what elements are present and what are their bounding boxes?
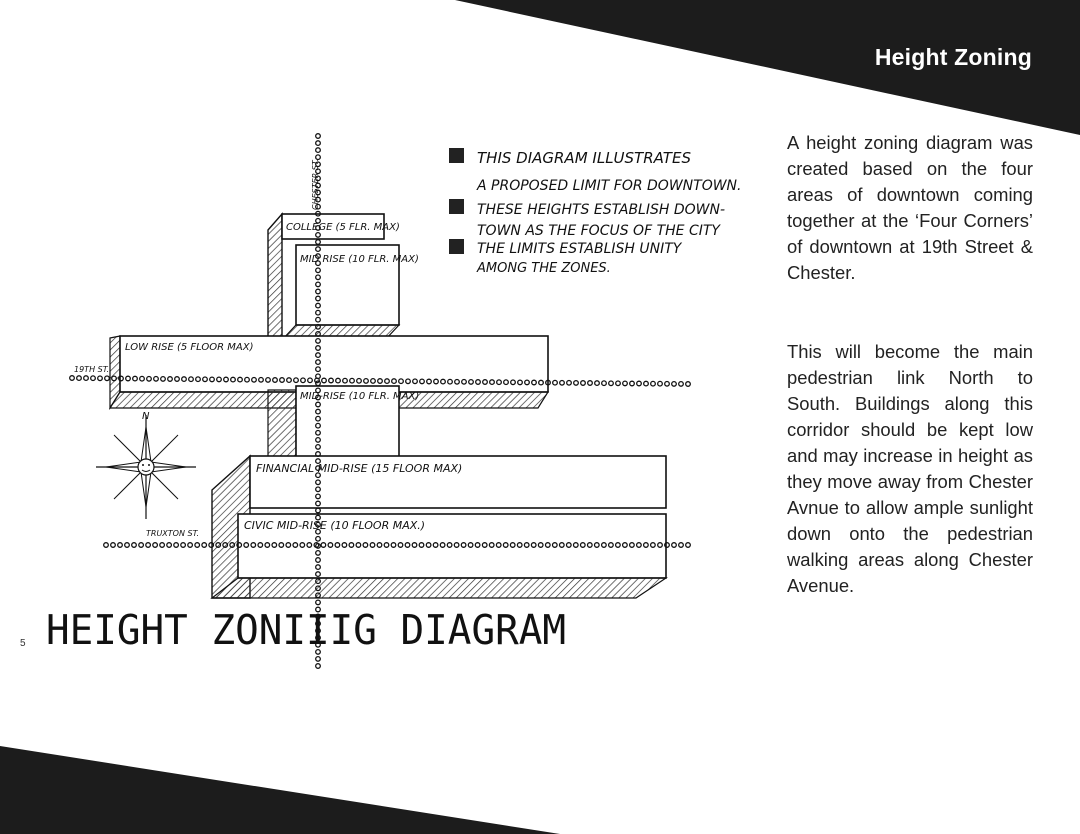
street-dot [91, 376, 96, 381]
street-dot [567, 381, 572, 386]
street-dot [553, 380, 558, 385]
civic-block [212, 514, 666, 598]
street-dot [70, 376, 75, 381]
street-dot [160, 543, 165, 548]
mid-rise-north-block [282, 245, 419, 340]
street-dot [609, 381, 614, 386]
street-dot [316, 148, 321, 153]
street-dot [153, 543, 158, 548]
street-dot [77, 376, 82, 381]
nineteenth-street-label: 19TH ST. [74, 365, 110, 374]
civic-label: CIVIC MID-RISE (10 FLOOR MAX.) [244, 519, 426, 532]
street-dot [188, 543, 193, 548]
compass-icon [96, 411, 196, 519]
street-dot [316, 508, 321, 513]
street-dot [686, 543, 691, 548]
body-paragraph-1: A height zoning diagram was created based on the four areas of downtown coming together at the ‘Four Corners’ of downtown at 19th Street & Chester. [787, 132, 1033, 283]
diagram-title: HEIGHT ZONIIIG DIAGRAM [46, 606, 566, 654]
street-dot [139, 543, 144, 548]
street-dot [623, 381, 628, 386]
street-dot [84, 376, 89, 381]
street-dot [616, 381, 621, 386]
note-line-6: AMONG THE ZONES. [477, 261, 611, 276]
note-bullet-2 [449, 199, 464, 214]
street-dot [181, 543, 186, 548]
street-dot [679, 382, 684, 387]
street-dot [202, 543, 207, 548]
street-dot [637, 381, 642, 386]
street-dot [167, 543, 172, 548]
street-dot [672, 382, 677, 387]
street-dot [644, 381, 649, 386]
street-dot [146, 543, 151, 548]
street-dot [125, 543, 130, 548]
street-dot [316, 657, 321, 662]
note-line-3: THESE HEIGHTS ESTABLISH DOWN- [477, 202, 726, 218]
truxton-street-label: TRUXTON ST. [146, 529, 200, 538]
street-dot [595, 381, 600, 386]
page-title: Height Zoning [874, 44, 1032, 70]
street-dot [672, 543, 677, 548]
note-line-4: TOWN AS THE FOCUS OF THE CITY [477, 223, 720, 239]
bottom-band [0, 740, 1080, 834]
street-dot [581, 381, 586, 386]
street-dot [316, 664, 321, 669]
mid-rise-center-label: MID-RISE (10 FLR. MAX) [300, 391, 420, 402]
street-dot [651, 381, 656, 386]
note-bullet-1 [449, 148, 464, 163]
street-dot [316, 600, 321, 605]
low-rise-label: LOW RISE (5 FLOOR MAX) [125, 342, 254, 353]
note-line-5: THE LIMITS ESTABLISH UNITY [477, 241, 682, 257]
street-dot [588, 381, 593, 386]
street-dot [111, 543, 116, 548]
note-line-2: A PROPOSED LIMIT FOR DOWNTOWN. [477, 178, 742, 194]
mid-rise-center-block [268, 386, 419, 460]
street-dot [98, 376, 103, 381]
street-dot [316, 134, 321, 139]
street-dot [174, 543, 179, 548]
body-paragraph-2: This will become the main pedestrian link North to South. Buildings along this corridor should be kept low and may increase in height as they move away from Chester Avnue to allow ample sunlight down onto the pedestrian walking areas along Chester Avenue. [787, 341, 1033, 596]
diagram-notes [449, 148, 741, 276]
street-dot [316, 141, 321, 146]
street-dot [679, 543, 684, 548]
page-number: 5 [20, 638, 26, 649]
street-dot [195, 543, 200, 548]
street-dot [560, 381, 565, 386]
compass-north-label: N [142, 411, 150, 422]
chester-street-label: CHESTER ST. [311, 158, 320, 210]
street-dot [105, 376, 110, 381]
street-dot [118, 543, 123, 548]
note-bullet-3 [449, 239, 464, 254]
street-dot [630, 381, 635, 386]
street-dot [658, 381, 663, 386]
note-line-1: THIS DIAGRAM ILLUSTRATES [477, 149, 691, 167]
street-dot [574, 381, 579, 386]
street-dot [132, 543, 137, 548]
financial-label: FINANCIAL MID-RISE (15 FLOOR MAX) [256, 462, 463, 475]
mid-rise-north-label: MID RISE (10 FLR. MAX) [300, 254, 419, 265]
street-dot [316, 240, 321, 245]
college-zone-label: COLLEGE (5 FLR. MAX) [286, 222, 400, 233]
street-dot [104, 543, 109, 548]
street-dot [602, 381, 607, 386]
street-dot [665, 382, 670, 387]
street-dot [686, 382, 691, 387]
